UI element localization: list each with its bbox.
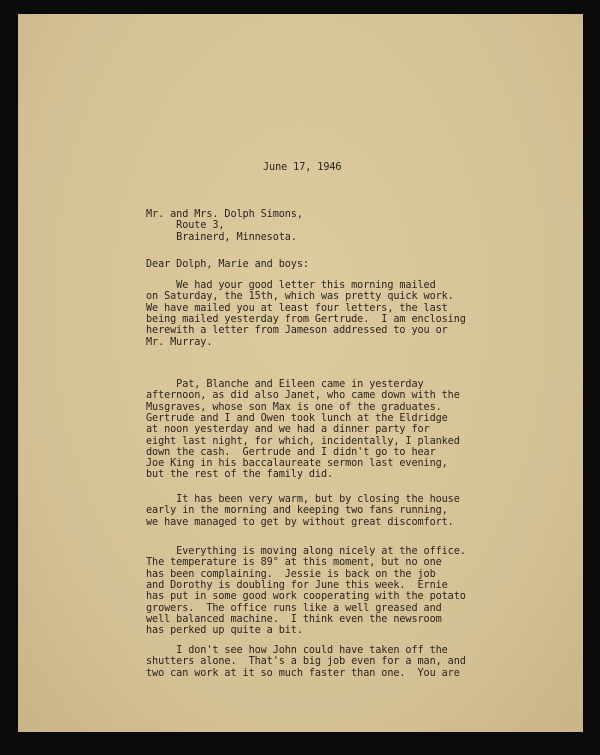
paragraph-line: growers. The office runs like a well greased and xyxy=(146,602,442,614)
paragraph-line: on Saturday, the 15th, which was pretty quick work. xyxy=(146,291,454,303)
paragraph-line: well balanced machine. I think even the newsroom xyxy=(146,613,442,625)
paragraph-line: Gertrude and I and Owen took lunch at the Eldridge xyxy=(146,412,448,424)
paragraph-line: We have mailed you at least four letters, the last xyxy=(146,302,448,314)
paragraph-line: early in the morning and keeping two fans running, xyxy=(146,505,448,517)
paragraph-line: I don't see how John could have taken off the xyxy=(146,645,448,656)
paragraph-line: but the rest of the family did. xyxy=(146,469,334,481)
paragraph-line: has perked up quite a bit. xyxy=(146,625,303,637)
paragraph-line: we have managed to get by without great discomfort. xyxy=(146,516,454,528)
paragraph-line: has been complaining. Jessie is back on the job xyxy=(146,568,436,580)
paragraph-line: has put in some good work cooperating with the potato xyxy=(146,591,466,603)
salutation: Dear Dolph, Marie and boys: xyxy=(146,259,309,270)
address-line: Brainerd, Minnesota. xyxy=(146,231,297,243)
paragraph-line: It has been very warm, but by closing the house xyxy=(146,494,460,505)
letter-page xyxy=(18,14,583,732)
paragraph-line: Pat, Blanche and Eileen came in yesterday xyxy=(146,379,424,390)
paragraph-line: and Dorothy is doubling for June this week. Ernie xyxy=(146,579,448,591)
address-line: Route 3, xyxy=(146,220,225,232)
paragraph-line: Mr. Murray. xyxy=(146,336,213,348)
paragraph-line: at noon yesterday and we had a dinner party for xyxy=(146,424,430,436)
paragraph-line: two can work at it so much faster than one. You are xyxy=(146,667,460,679)
paragraph-line: afternoon, as did also Janet, who came down with the xyxy=(146,390,460,402)
letter-date: June 17, 1946 xyxy=(263,162,342,173)
paragraph-line: eight last night, for which, incidentally, I planked xyxy=(146,435,460,447)
paragraph-line: down the cash. Gertrude and I didn't go to hear xyxy=(146,446,436,458)
paragraph-line: Joe King in his baccalaureate sermon last evening, xyxy=(146,458,448,470)
paragraph-line: herewith a letter from Jameson addressed to you or xyxy=(146,325,448,337)
paragraph-line: We had your good letter this morning mailed xyxy=(146,280,436,291)
paragraph-line: The temperature is 89° at this moment, but no one xyxy=(146,557,442,569)
paragraph-line: being mailed yesterday from Gertrude. I am enclosing xyxy=(146,313,466,325)
paragraph-line: Everything is moving along nicely at the office. xyxy=(146,546,466,557)
paragraph-line: Musgraves, whose son Max is one of the graduates. xyxy=(146,401,442,413)
address-line: Mr. and Mrs. Dolph Simons, xyxy=(146,209,303,220)
paragraph-line: shutters alone. That's a big job even for a man, and xyxy=(146,656,466,668)
